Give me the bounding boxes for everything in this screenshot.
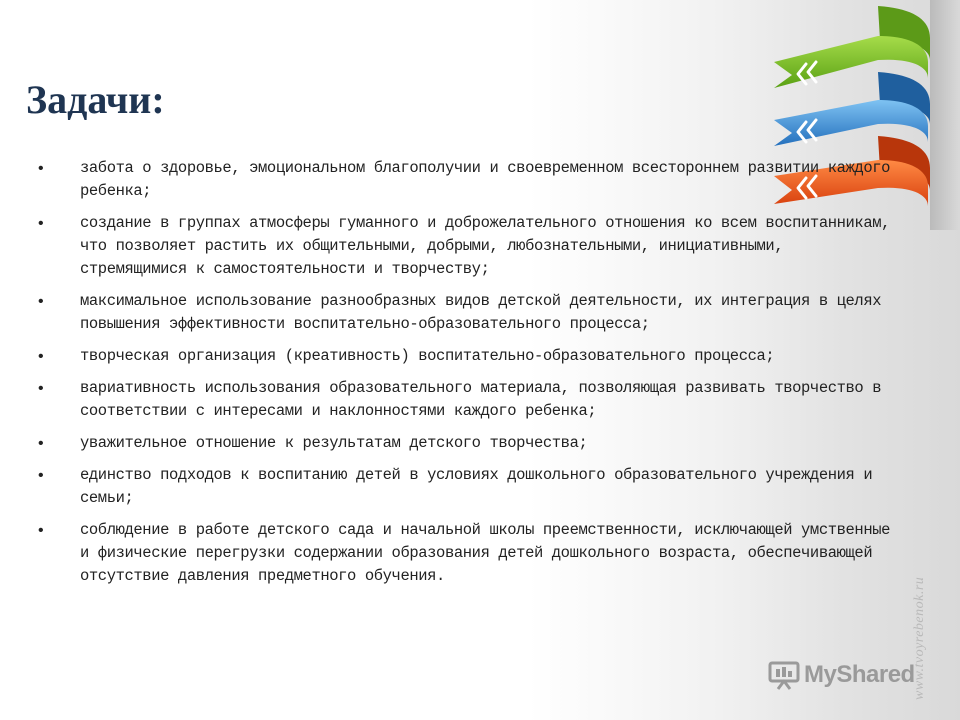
bullet-list <box>38 157 898 597</box>
list-item <box>38 464 898 510</box>
bullet-marker: • <box>38 348 44 365</box>
bullet-marker: • <box>38 160 44 177</box>
bullet-text: создание в группах атмосферы гуманного и доброжелательного отношения ко всем воспитанникам, что позволяет растить их общительными, добрыми, любознательными, инициативными, стремящимися к самостоятельности и творчеству; <box>80 214 891 278</box>
bullet-marker: • <box>38 380 44 397</box>
bullet-marker: • <box>38 435 44 452</box>
bullet-text: единство подходов к воспитанию детей в условиях дошкольного образовательного учреждения и семьи; <box>80 466 873 507</box>
green-ribbon <box>774 6 930 88</box>
presentation-screen-icon <box>768 659 800 691</box>
blue-ribbon <box>774 72 930 146</box>
bullet-text: забота о здоровье, эмоциональном благополучии и своевременном всестороннем развитии каждого ребенка; <box>80 159 891 200</box>
list-item <box>38 212 898 281</box>
list-item <box>38 157 898 203</box>
bullet-marker: • <box>38 215 44 232</box>
bullet-marker: • <box>38 467 44 484</box>
site-watermark: www.tvoyrebenok.ru <box>912 576 927 700</box>
list-item <box>38 377 898 423</box>
bullet-text: максимальное использование разнообразных видов детской деятельности, их интеграция в целях повышения эффективности воспитательно-образовательного процесса; <box>80 292 882 333</box>
bullet-text: соблюдение в работе детского сада и начальной школы преемственности, исключающей умственные и физические перегрузки содержании образования детей дошкольного возраста, обеспечивающей отсутствие давления предметного обучения. <box>80 521 891 585</box>
bullet-text: вариативность использования образовательного материала, позволяющая развивать творчество в соответствии с интересами и наклонностями каждого ребенка; <box>80 379 882 420</box>
logo-text: MyShared <box>804 661 915 688</box>
list-item <box>38 345 898 368</box>
list-item <box>38 290 898 336</box>
myshared-logo[interactable] <box>768 658 928 692</box>
bullet-text: творческая организация (креативность) воспитательно-образовательного процесса; <box>80 347 775 365</box>
slide-title: Задачи: <box>26 77 165 122</box>
bullet-text: уважительное отношение к результатам детского творчества; <box>80 434 588 452</box>
list-item <box>38 432 898 455</box>
list-item <box>38 519 898 588</box>
bullet-marker: • <box>38 522 44 539</box>
bullet-marker: • <box>38 293 44 310</box>
